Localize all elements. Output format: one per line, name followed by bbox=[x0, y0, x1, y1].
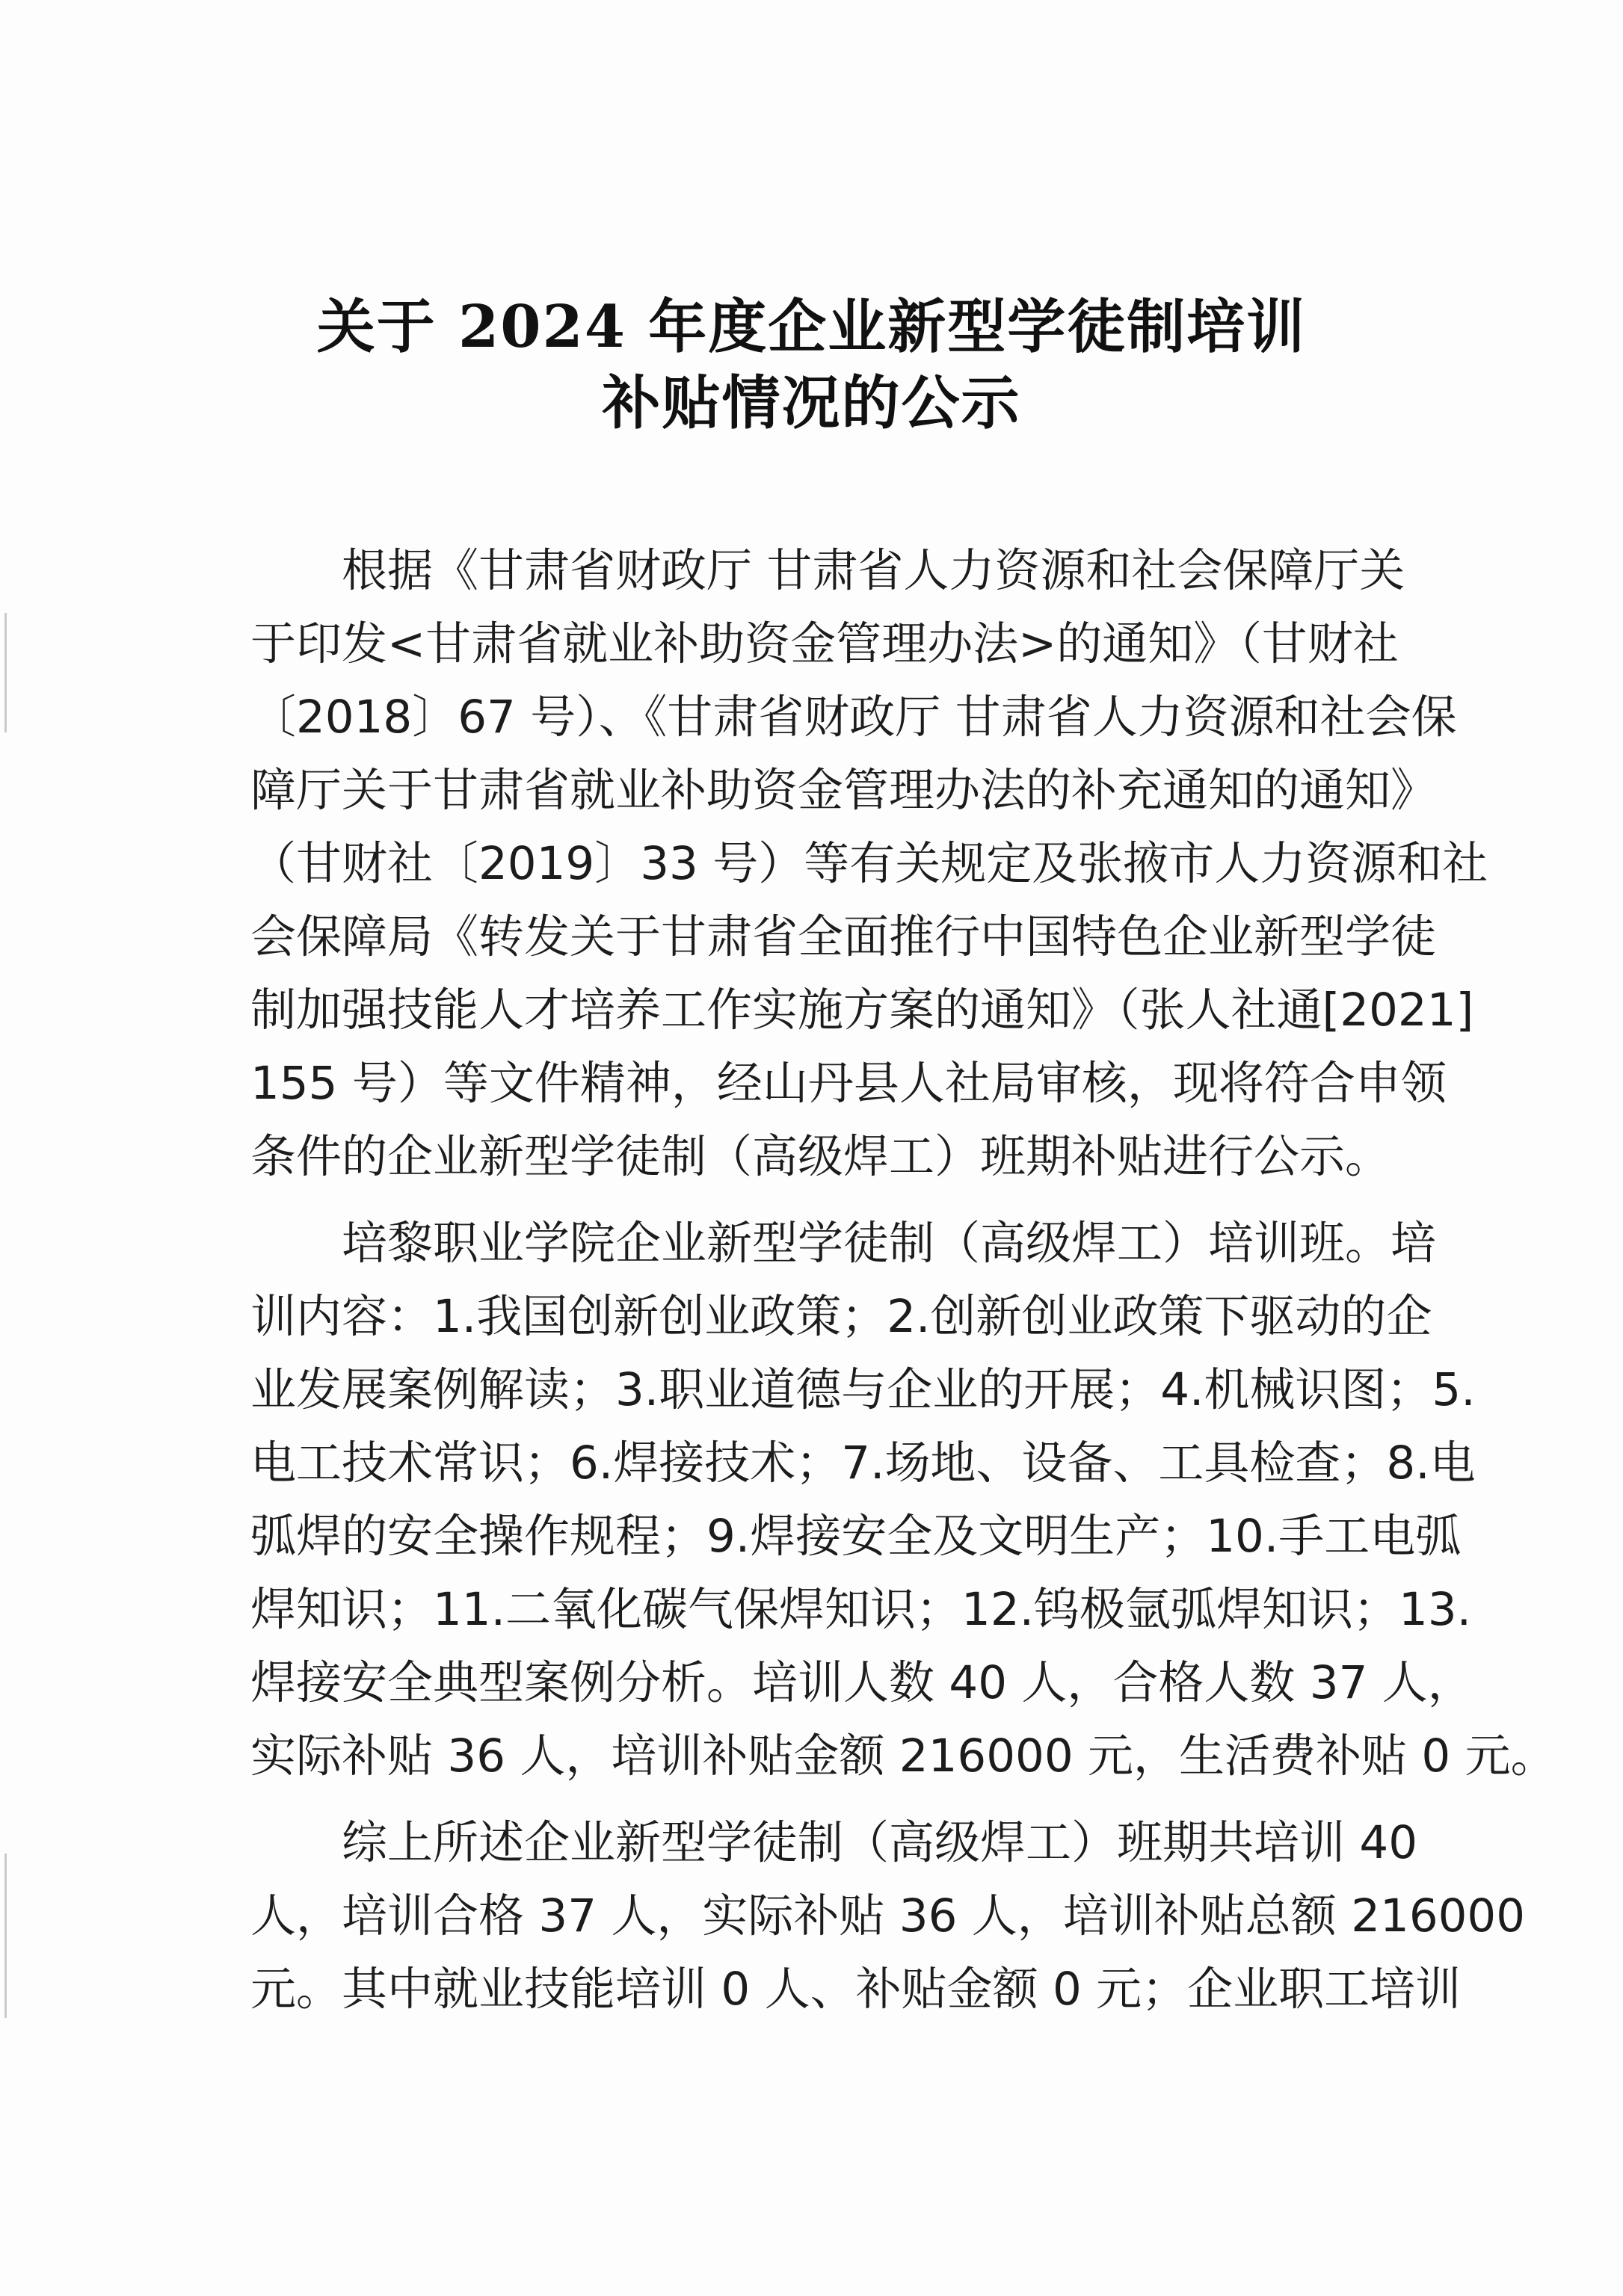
paragraph-2-line: 电工技术常识；6.焊接技术；7.场地、设备、工具检查；8.电 bbox=[250, 1436, 1476, 1490]
paragraph-3-line: 元。其中就业技能培训 0 人、补贴金额 0 元；企业职工培训 bbox=[250, 1963, 1462, 2016]
paragraph-1-line: 障厅关于甘肃省就业补助资金管理办法的补充通知的通知》 bbox=[250, 764, 1437, 817]
paragraph-2-line: 训内容：1.我国创新创业政策；2.创新创业政策下驱动的企 bbox=[250, 1290, 1432, 1343]
document-title-line-1: 关于 2024 年度企业新型学徒制培训 bbox=[316, 293, 1307, 361]
paragraph-2-line: 焊接安全典型案例分析。培训人数 40 人，合格人数 37 人， bbox=[250, 1656, 1473, 1709]
paragraph-2-line: 实际补贴 36 人，培训补贴金额 216000 元，生活费补贴 0 元。 bbox=[250, 1729, 1556, 1783]
paragraph-1-line: 〔2018〕67 号）、《甘肃省财政厅 甘肃省人力资源和社会保 bbox=[250, 691, 1457, 744]
paragraph-1-line: （甘财社〔2019〕33 号）等有关规定及张掖市人力资源和社 bbox=[250, 837, 1488, 890]
paragraph-1-line: 于印发<甘肃省就业补助资金管理办法>的通知》（甘财社 bbox=[250, 617, 1399, 670]
paragraph-1-line: 制加强技能人才培养工作实施方案的通知》（张人社通[2021] bbox=[250, 984, 1474, 1037]
paragraph-3-line: 综上所述企业新型学徒制（高级焊工）班期共培训 40 bbox=[342, 1816, 1418, 1869]
paragraph-3-line: 人，培训合格 37 人，实际补贴 36 人，培训补贴总额 216000 bbox=[250, 1889, 1526, 1942]
paragraph-2-line: 弧焊的安全操作规程；9.焊接安全及文明生产；10.手工电弧 bbox=[250, 1510, 1462, 1563]
paragraph-1-line: 根据《甘肃省财政厅 甘肃省人力资源和社会保障厅关 bbox=[342, 544, 1405, 597]
paragraph-2-line: 业发展案例解读；3.职业道德与企业的开展；4.机械识图；5. bbox=[250, 1363, 1476, 1416]
paragraph-2-line: 培黎职业学院企业新型学徒制（高级焊工）培训班。培 bbox=[342, 1217, 1437, 1270]
scan-edge-mark bbox=[4, 613, 7, 732]
document-title-line-2: 补贴情况的公示 bbox=[602, 369, 1021, 437]
paragraph-1-line: 会保障局《转发关于甘肃省全面推行中国特色企业新型学徒 bbox=[250, 910, 1437, 963]
paragraph-1-line: 条件的企业新型学徒制（高级焊工）班期补贴进行公示。 bbox=[250, 1130, 1391, 1183]
paragraph-1-line: 155 号）等文件精神，经山丹县人社局审核，现将符合申领 bbox=[250, 1057, 1447, 1110]
paragraph-2-line: 焊知识；11.二氧化碳气保焊知识；12.钨极氩弧焊知识；13. bbox=[250, 1583, 1472, 1636]
scan-edge-mark bbox=[4, 1854, 7, 2018]
